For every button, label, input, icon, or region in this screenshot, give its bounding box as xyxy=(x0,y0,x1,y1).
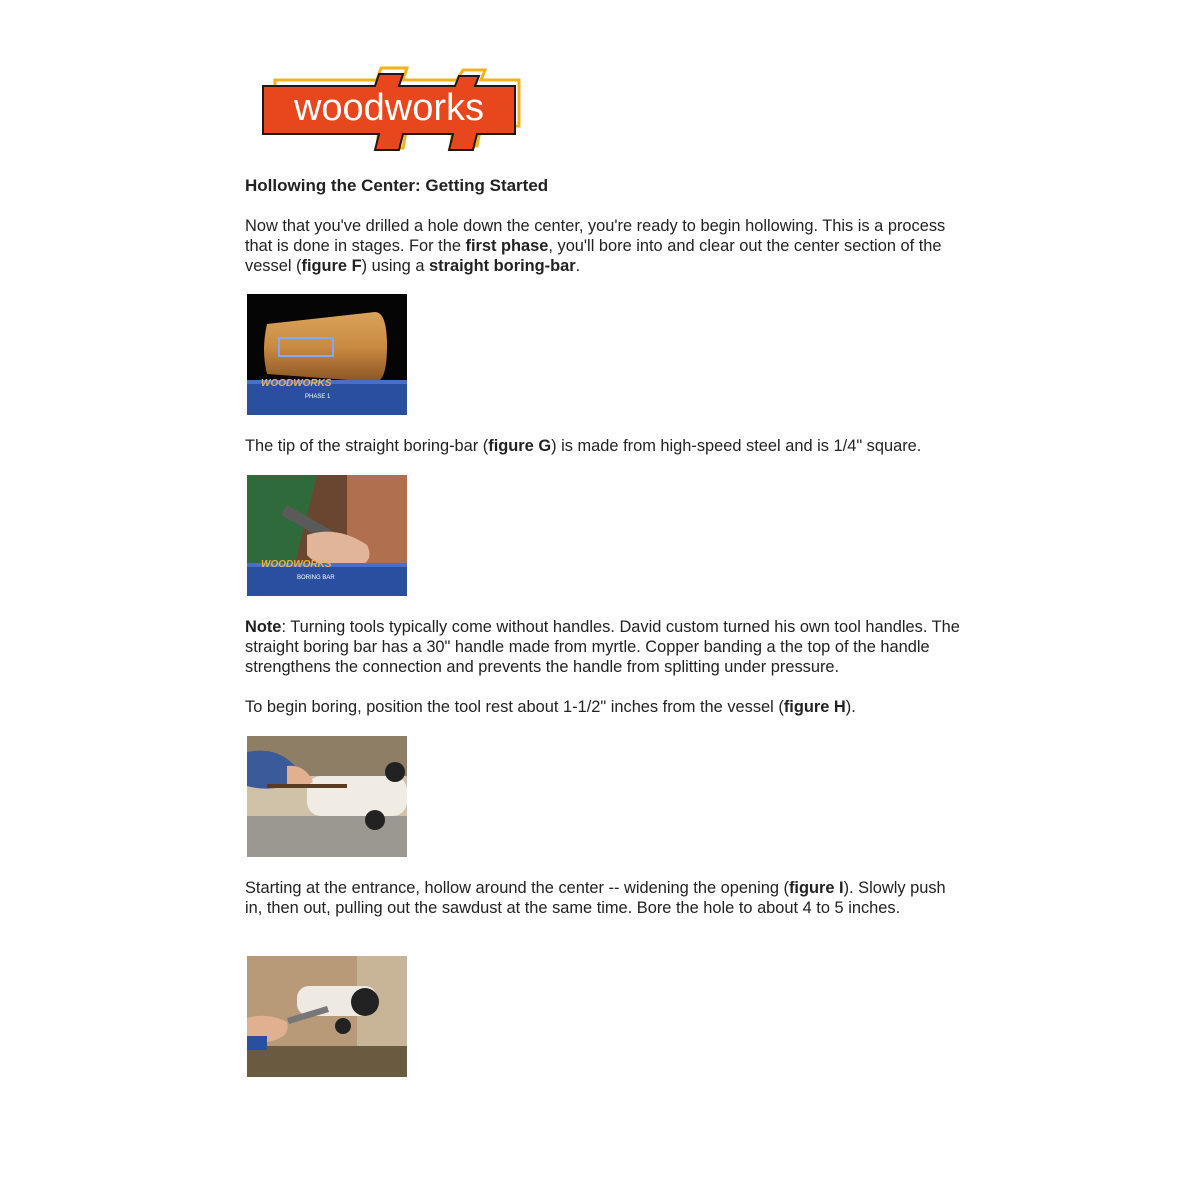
logo-text: woodworks xyxy=(293,87,485,129)
page-title: Hollowing the Center: Getting Started xyxy=(245,176,549,195)
figure-h-image xyxy=(247,736,407,857)
svg-text:PHASE 1: PHASE 1 xyxy=(305,394,331,400)
intro-paragraph: Now that you've drilled a hole down the center, you're ready to begin hollowing. This is a process that is done in stages. For the first phase, you'll bore into and clear out the center section of the vessel (figure F) using a straight boring-bar. xyxy=(245,217,946,275)
note-paragraph: Note: Turning tools typically come without handles. David custom turned his own tool handles. The straight boring bar has a 30" handle made from myrtle. Copper banding a the top of the handle strengthens the connection and prevents the handle from splitting under pressure. xyxy=(245,618,960,676)
svg-text:WOODWORKS: WOODWORKS xyxy=(261,559,332,570)
woodworks-logo xyxy=(257,64,525,152)
svg-text:BORING BAR: BORING BAR xyxy=(297,575,335,581)
hollow-paragraph: Starting at the entrance, hollow around the center -- widening the opening (figure I). Slowly push in, then out, pulling out the sawdust at the same time. Bore the hole to about 4 to 5 inches. xyxy=(245,879,946,917)
boring-bar-paragraph: The tip of the straight boring-bar (figure G) is made from high-speed steel and is 1/4" square. xyxy=(245,437,922,455)
figure-f-image xyxy=(247,294,407,415)
svg-text:WOODWORKS: WOODWORKS xyxy=(261,378,332,389)
figure-i-image xyxy=(247,956,407,1077)
figure-g-image xyxy=(247,475,407,596)
tool-rest-paragraph: To begin boring, position the tool rest about 1-1/2" inches from the vessel (figure H). xyxy=(245,698,856,716)
